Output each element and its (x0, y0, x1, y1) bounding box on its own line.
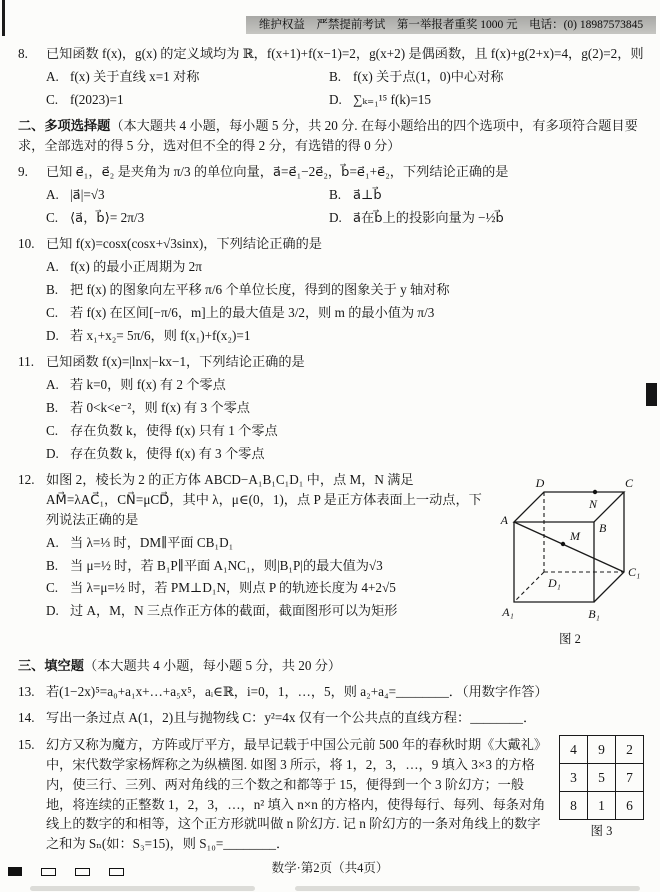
question-10-option-a (46, 257, 648, 277)
question-9-option-a (46, 185, 329, 205)
question-10-option-b (46, 280, 648, 300)
magic-cell: 8 (560, 792, 588, 820)
question-body (46, 234, 648, 345)
option-text: ∑ₖ₌₁¹⁵ f(k)=15 (352, 91, 431, 107)
option-label: B. (46, 557, 59, 573)
magic-cell: 1 (588, 792, 616, 820)
page-content (18, 44, 648, 861)
question-11-option-d (46, 444, 648, 464)
question-number: 12. (18, 472, 35, 488)
question-11-option-c (46, 421, 648, 441)
magic-cell: 7 (616, 764, 644, 792)
magic-row (560, 764, 644, 792)
option-text: f(2023)=1 (70, 91, 124, 107)
option-label: A. (46, 259, 59, 275)
section-2-heading (18, 116, 648, 156)
magic-cell: 6 (616, 792, 644, 820)
option-text: f(x) 关于直线 x=1 对称 (70, 68, 200, 84)
option-text: ⟨a⃗，b⃗⟩= 2π/3 (70, 209, 145, 225)
figure-3 (559, 735, 644, 841)
magic-row (560, 792, 644, 820)
magic-cell: 2 (616, 736, 644, 764)
option-label: C. (46, 304, 59, 320)
section-2-description: （本大题共 4 小题，每小题 5 分，共 20 分. 在每小题给出的四个选项中，有多项符合题目要求，全部选对的得 5 分，选对但不全的得 2 分，有选错的得 0 分） (18, 118, 638, 154)
magic-cell: 5 (588, 764, 616, 792)
option-label: C. (46, 580, 59, 596)
option-label: D. (328, 209, 342, 225)
question-13-stem: 若(1−2x)⁵=a₀+a₁x+…+a₅x⁵，aᵢ∈ℝ，i=0，1，…，5，则 a₂+a₄=________．（用数字作答） (46, 683, 548, 699)
figure-3-caption: 图 3 (590, 824, 613, 839)
option-text: 若 0<k<e⁻²，则 f(x) 有 3 个零点 (70, 399, 250, 415)
option-label: D. (46, 327, 59, 343)
option-text: 过 A，M，N 三点作正方体的截面，截面图形可以为矩形 (70, 603, 398, 619)
section-3-title: 三、填空题 (18, 657, 84, 673)
page-number-label: 数学·第2页（共4页） (271, 861, 389, 876)
question-body (46, 162, 648, 227)
question-8 (18, 44, 648, 109)
question-number: 13. (18, 683, 35, 699)
question-13 (18, 682, 648, 702)
question-8-option-c (46, 90, 329, 110)
option-label: A. (46, 377, 59, 393)
question-number: 8. (18, 46, 28, 61)
option-text: 存在负数 k，使得 f(x) 只有 1 个零点 (70, 422, 278, 438)
option-label: C. (46, 91, 59, 107)
option-text: 当 λ=⅓ 时，DM∥平面 CB₁D₁ (70, 534, 234, 550)
question-12-stem: 如图 2，棱长为 2 的正方体 ABCD−A₁B₁C₁D₁ 中，点 M，N 满足 AM⃗=λAC⃗₁，CN⃗=μCD⃗，其中 λ，μ∈(0，1)，点 P 是正方体表面上一动点，下列说法正确的是 (46, 472, 482, 527)
magic-cell: 9 (588, 736, 616, 764)
point-N-dot (593, 490, 597, 494)
question-body (46, 352, 648, 463)
option-text: 把 f(x) 的图象向左平移 π/6 个单位长度，得到的图象关于 y 轴对称 (70, 281, 450, 297)
question-9-option-c (46, 208, 329, 228)
cube-vertex-label-d1: D₁ (548, 576, 561, 591)
option-label: A. (46, 534, 59, 550)
magic-cell: 3 (560, 764, 588, 792)
option-label: C. (46, 422, 59, 438)
option-text: f(x) 关于点(1，0)中心对称 (352, 68, 504, 84)
cube-vertex-label-a: A (500, 513, 508, 528)
option-label: C. (46, 209, 59, 225)
option-label: B. (328, 68, 342, 84)
question-12-option-a (46, 533, 486, 553)
question-9-stem: 已知 e⃗₁，e⃗₂ 是夹角为 π/3 的单位向量，a⃗=e⃗₁−2e⃗₂，b⃗=e⃗₁+e⃗₂，下列结论正确的是 (46, 163, 509, 179)
option-text: 若 k=0，则 f(x) 有 2 个零点 (70, 377, 226, 393)
option-label: D. (328, 91, 342, 107)
cube-vertex-label-d: D (535, 476, 545, 491)
cube-vertex-label-b: B (599, 521, 607, 536)
question-number: 14. (18, 710, 35, 726)
question-9-option-d (329, 208, 648, 228)
cube-figure (496, 470, 644, 622)
option-label: D. (46, 445, 59, 461)
magic-row (560, 736, 644, 764)
figure-2 (496, 470, 644, 649)
option-text: 当 μ=½ 时，若 B₁P∥平面 A₁NC₁，则|B₁P|的最大值为√3 (70, 557, 383, 573)
question-12 (18, 470, 648, 649)
question-10-option-d (46, 326, 648, 346)
option-text: |a⃗|=√3 (70, 186, 105, 202)
cube-vertex-label-c1: C₁ (628, 565, 641, 580)
question-12-option-d (46, 601, 486, 621)
option-label: D. (46, 603, 59, 619)
question-12-option-b (46, 556, 486, 576)
cube-point-label-n: N (588, 497, 598, 512)
option-text: a⃗在b⃗上的投影向量为 −½b⃗ (352, 209, 504, 225)
question-10-stem: 已知 f(x)=cosx(cosx+√3sinx)，下列结论正确的是 (46, 236, 322, 252)
cube-vertex-label-c: C (624, 476, 634, 491)
cube-point-label-m: M (570, 529, 580, 544)
question-15-stem: 幻方又称为魔方，方阵或厅平方，最早记载于中国公元前 500 年的春秋时期《大戴礼》中，宋代数学家杨辉称之为纵横图. 如图 3 所示，将 1，2，3，…，9 填入 3×3 的方格内，使三行、三列、两对角线的三个数之和都等于 15，便得到一个 3 阶幻方；一般地，将连续的正整数 1，2，3，…，n² 填入 n×n 的方格内，使得每行、每列、每条对角线上的数字的和相等，这个正方形就叫做 n 阶幻方. 记 n 阶幻方的一条对角线上的数字之和为 Sₙ(如：S₃=15)，则 S₁₀=________． (46, 737, 548, 852)
question-9-option-b (329, 185, 648, 205)
question-14 (18, 708, 648, 728)
question-number: 9. (18, 163, 28, 179)
option-text: f(x) 的最小正周期为 2π (70, 259, 202, 275)
cube-diagonal-AC1 (514, 522, 624, 572)
section-2-title: 二、多项选择题 (18, 118, 111, 134)
question-body (46, 470, 648, 649)
point-M-dot (561, 542, 565, 546)
question-12-option-c (46, 578, 486, 598)
scan-edge-mark (2, 0, 5, 36)
magic-cell: 4 (560, 736, 588, 764)
question-number: 15. (18, 737, 35, 753)
question-8-option-a (46, 67, 329, 87)
magic-square (559, 735, 644, 820)
question-8-options (46, 64, 648, 110)
question-body (46, 44, 648, 109)
section-3-heading (18, 656, 648, 676)
question-15 (18, 735, 648, 854)
section-3-description: （本大题共 4 小题，每小题 5 分，共 20 分） (83, 657, 342, 673)
scan-artifact (295, 886, 640, 891)
option-label: B. (46, 399, 59, 415)
question-11-option-a (46, 375, 648, 395)
figure-2-caption: 图 2 (559, 632, 581, 647)
option-label: B. (46, 281, 59, 297)
option-text: 存在负数 k，使得 f(x) 有 3 个零点 (70, 445, 265, 461)
option-text: 若 x₁+x₂= 5π/6，则 f(x₁)+f(x₂)=1 (70, 327, 251, 343)
option-label: B. (328, 186, 342, 202)
question-8-option-d (329, 90, 648, 110)
question-10 (18, 234, 648, 345)
question-body (46, 735, 648, 854)
question-11 (18, 352, 648, 463)
option-text: 若 f(x) 在区间[−π/6，m]上的最大值是 3/2，则 m 的最小值为 π/3 (70, 304, 435, 320)
question-9-options (46, 182, 648, 228)
question-10-option-c (46, 303, 648, 323)
question-11-stem: 已知函数 f(x)=|lnx|−kx−1，下列结论正确的是 (46, 354, 305, 370)
option-label: A. (46, 186, 59, 202)
question-number: 10. (18, 236, 35, 252)
option-label: A. (46, 68, 59, 84)
option-text: a⃗⊥b⃗ (352, 186, 382, 202)
scan-artifact (30, 886, 255, 891)
question-9 (18, 162, 648, 227)
print-registration-mark (646, 383, 657, 406)
question-8-option-b (329, 67, 648, 87)
cube-vertex-label-a1: A₁ (502, 605, 514, 620)
question-14-stem: 写出一条过点 A(1，2)且与抛物线 C：y²=4x 仅有一个公共点的直线方程：________． (46, 710, 537, 726)
cube-vertex-label-b1: B₁ (588, 607, 600, 622)
question-8-stem: 已知函数 f(x)，g(x) 的定义域均为 ℝ，f(x+1)+f(x−1)=2，g(x+2) 是偶函数，且 f(x)+g(2+x)=4，g(2)=2，则 (46, 46, 644, 61)
question-number: 11. (18, 354, 34, 370)
option-text: 当 λ=μ=½ 时，若 PM⊥D₁N，则点 P 的轨迹长度为 4+2√5 (70, 580, 396, 596)
question-11-option-b (46, 398, 648, 418)
anti-cheat-notice: 维护权益 严禁提前考试 第一举报者重奖 1000 元 电话：(0) 18987573845 (246, 16, 656, 34)
